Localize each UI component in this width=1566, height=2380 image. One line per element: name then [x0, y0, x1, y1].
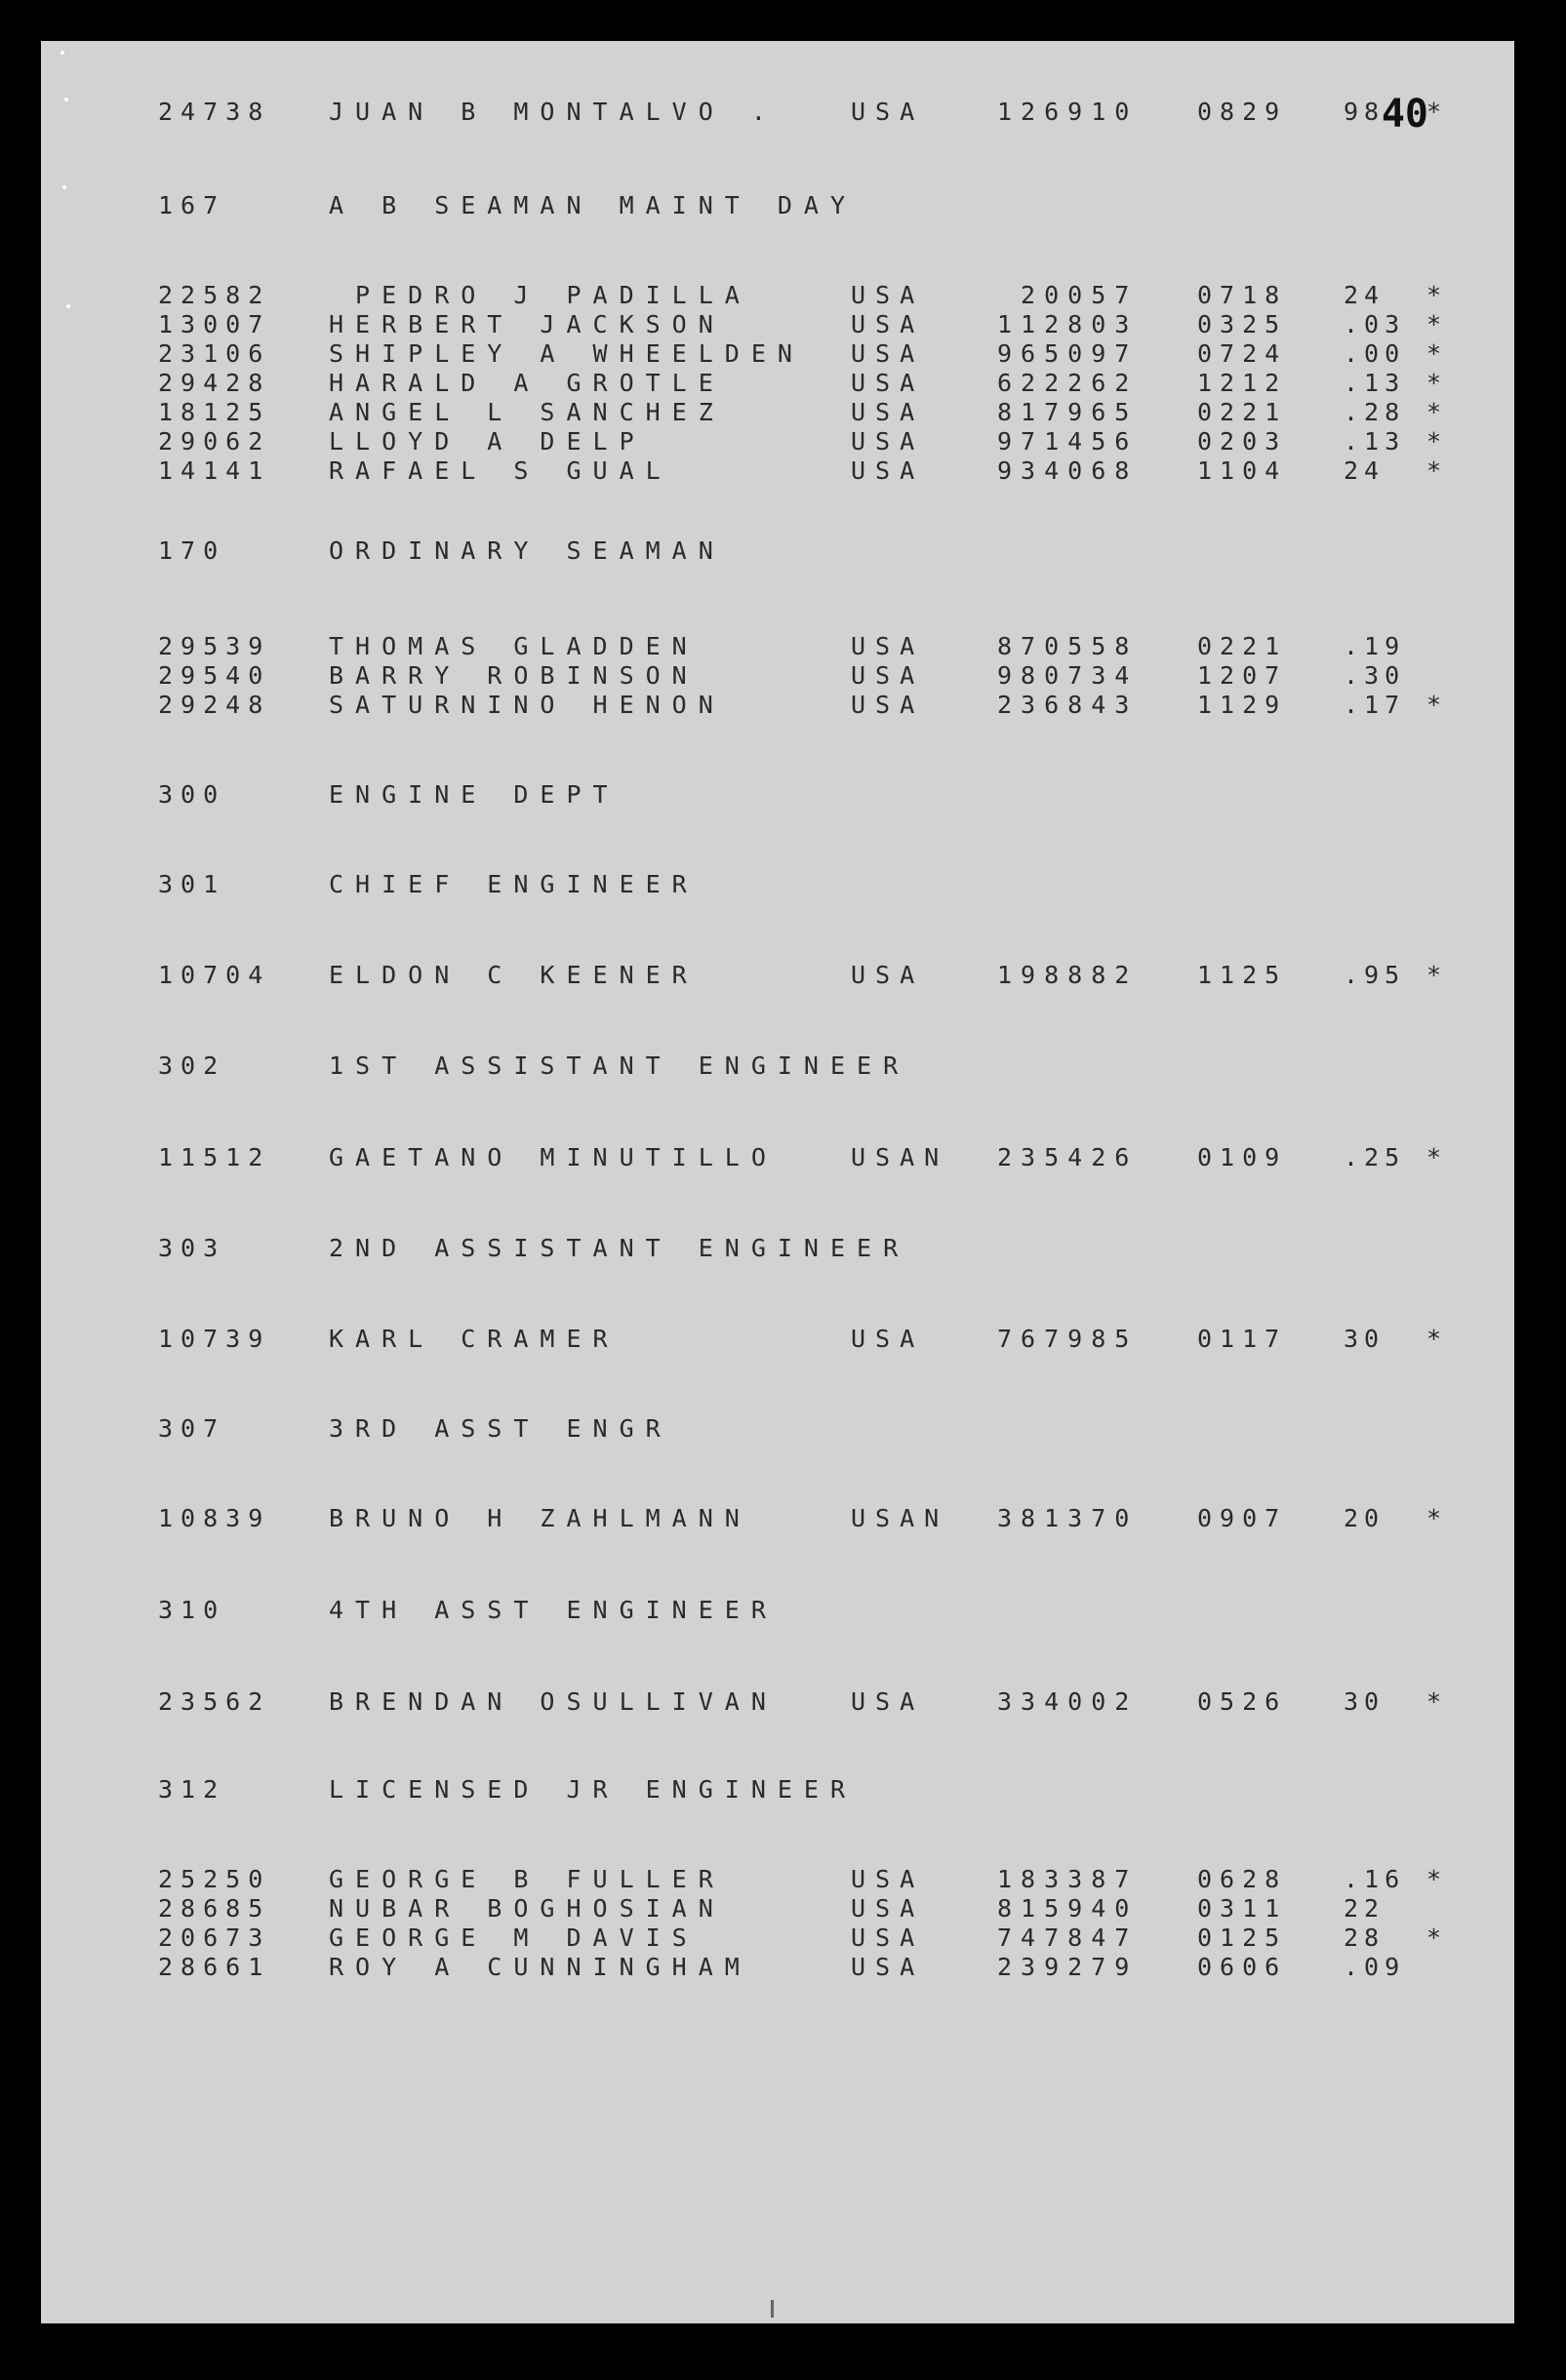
field-citizenship: USA [851, 427, 925, 456]
field-name: JUAN B MONTALVO . [329, 98, 778, 126]
field-date: 0325 [1197, 310, 1288, 338]
field-date: 0117 [1197, 1325, 1288, 1353]
field-value: 98 [1344, 98, 1385, 126]
field-code: 307 [158, 1414, 226, 1443]
field-name: THOMAS GLADDEN [329, 632, 699, 660]
section-heading [41, 1051, 1514, 1083]
field-date: 0526 [1197, 1687, 1288, 1716]
crew-entry [41, 281, 1514, 312]
field-number: 817965 [997, 398, 1139, 426]
field-citizenship: USA [851, 661, 925, 690]
field-value: .00 [1344, 339, 1406, 368]
section-heading [41, 780, 1514, 812]
field-number: 934068 [997, 456, 1139, 485]
field-code: 23562 [158, 1687, 271, 1716]
document-page [41, 41, 1514, 2323]
crew-entry [41, 1865, 1514, 1896]
field-date: 1212 [1197, 369, 1288, 397]
crew-entry [41, 1894, 1514, 1925]
field-name: LLOYD A DELP [329, 427, 646, 456]
field-code: 310 [158, 1596, 226, 1624]
field-value: 30 [1344, 1687, 1385, 1716]
field-citizenship: USA [851, 369, 925, 397]
field-value: .30 [1344, 661, 1406, 690]
field-code: 13007 [158, 310, 271, 338]
scan-speck [66, 304, 70, 308]
section-heading [41, 191, 1514, 222]
field-citizenship: USAN [851, 1504, 949, 1532]
field-mark: * [1426, 369, 1442, 397]
field-code: 14141 [158, 456, 271, 485]
field-number: 198882 [997, 961, 1139, 989]
field-name: GEORGE M DAVIS [329, 1924, 699, 1952]
crew-entry [41, 1504, 1514, 1535]
field-number: 334002 [997, 1687, 1139, 1716]
field-number: 126910 [997, 98, 1139, 126]
field-value: 24 [1344, 456, 1385, 485]
field-date: 0311 [1197, 1894, 1288, 1923]
field-value: .28 [1344, 398, 1406, 426]
field-code: 28685 [158, 1894, 271, 1923]
field-name: BRENDAN OSULLIVAN [329, 1687, 778, 1716]
field-number: 236843 [997, 691, 1139, 719]
field-mark: * [1426, 1687, 1442, 1716]
field-value: .95 [1344, 961, 1406, 989]
field-value: .17 [1344, 691, 1406, 719]
field-value: .19 [1344, 632, 1406, 660]
field-mark: * [1426, 310, 1442, 338]
crew-entry [41, 310, 1514, 341]
crew-entry [41, 427, 1514, 458]
field-citizenship: USA [851, 310, 925, 338]
field-name: ENGINE DEPT [329, 780, 620, 809]
field-code: 23106 [158, 339, 271, 368]
field-value: .13 [1344, 369, 1406, 397]
crew-entry [41, 339, 1514, 371]
field-name: LICENSED JR ENGINEER [329, 1775, 858, 1804]
crew-entry [41, 661, 1514, 693]
field-date: 0221 [1197, 632, 1288, 660]
field-code: 301 [158, 870, 226, 898]
field-name: SHIPLEY A WHEELDEN [329, 339, 804, 368]
field-date: 0907 [1197, 1504, 1288, 1532]
field-name: BARRY ROBINSON [329, 661, 699, 690]
field-date: 0628 [1197, 1865, 1288, 1893]
field-citizenship: USA [851, 398, 925, 426]
field-date: 0829 [1197, 98, 1288, 126]
field-code: 10739 [158, 1325, 271, 1353]
field-name: 2ND ASSISTANT ENGINEER [329, 1234, 910, 1262]
field-code: 28661 [158, 1953, 271, 1981]
field-citizenship: USA [851, 632, 925, 660]
scan-speck [60, 51, 64, 55]
crew-entry [41, 1143, 1514, 1174]
field-citizenship: USA [851, 1687, 925, 1716]
field-name: GAETANO MINUTILLO [329, 1143, 778, 1171]
field-number: 112803 [997, 310, 1139, 338]
field-value: 30 [1344, 1325, 1385, 1353]
field-number: 767985 [997, 1325, 1139, 1353]
field-citizenship: USA [851, 1953, 925, 1981]
field-number: 235426 [997, 1143, 1139, 1171]
field-citizenship: USA [851, 98, 925, 126]
field-name: PEDRO J PADILLA [329, 281, 751, 309]
field-citizenship: USA [851, 691, 925, 719]
field-code: 29428 [158, 369, 271, 397]
field-mark: * [1426, 691, 1442, 719]
edge-mark [771, 2300, 774, 2318]
field-date: 0221 [1197, 398, 1288, 426]
section-heading [41, 870, 1514, 901]
section-heading [41, 1234, 1514, 1265]
field-name: CHIEF ENGINEER [329, 870, 699, 898]
field-citizenship: USA [851, 1865, 925, 1893]
crew-entry [41, 1953, 1514, 1984]
field-value: 20 [1344, 1504, 1385, 1532]
field-mark: * [1426, 1325, 1442, 1353]
field-name: SATURNINO HENON [329, 691, 725, 719]
field-mark: * [1426, 281, 1442, 309]
field-mark: * [1426, 427, 1442, 456]
crew-entry [41, 456, 1514, 488]
field-code: 312 [158, 1775, 226, 1804]
field-value: .09 [1344, 1953, 1406, 1981]
page-number: 40 [1381, 92, 1428, 137]
section-heading [41, 536, 1514, 568]
crew-entry [41, 691, 1514, 722]
field-citizenship: USA [851, 1325, 925, 1353]
field-value: .16 [1344, 1865, 1406, 1893]
field-mark: * [1426, 456, 1442, 485]
scan-speck [62, 185, 66, 189]
crew-entry [41, 1924, 1514, 1955]
crew-entry [41, 961, 1514, 992]
field-citizenship: USA [851, 961, 925, 989]
field-citizenship: USAN [851, 1143, 949, 1171]
field-name: ELDON C KEENER [329, 961, 699, 989]
field-number: 870558 [997, 632, 1139, 660]
field-mark: * [1426, 1504, 1442, 1532]
field-code: 24738 [158, 98, 271, 126]
field-mark: * [1426, 98, 1442, 126]
field-name: HARALD A GROTLE [329, 369, 725, 397]
field-value: .13 [1344, 427, 1406, 456]
field-date: 1104 [1197, 456, 1288, 485]
field-name: 3RD ASST ENGR [329, 1414, 672, 1443]
field-citizenship: USA [851, 281, 925, 309]
field-name: HERBERT JACKSON [329, 310, 725, 338]
field-code: 29539 [158, 632, 271, 660]
field-name: A B SEAMAN MAINT DAY [329, 191, 858, 219]
field-value: 28 [1344, 1924, 1385, 1952]
field-code: 302 [158, 1051, 226, 1080]
field-citizenship: USA [851, 1894, 925, 1923]
crew-entry [41, 632, 1514, 663]
field-number: 622262 [997, 369, 1139, 397]
scan-speck [64, 98, 68, 101]
field-name: KARL CRAMER [329, 1325, 620, 1353]
crew-entry [41, 1687, 1514, 1719]
field-number: 381370 [997, 1504, 1139, 1532]
field-code: 29062 [158, 427, 271, 456]
field-name: 1ST ASSISTANT ENGINEER [329, 1051, 910, 1080]
field-date: 1125 [1197, 961, 1288, 989]
field-date: 0203 [1197, 427, 1288, 456]
field-mark: * [1426, 339, 1442, 368]
field-number: 815940 [997, 1894, 1139, 1923]
crew-entry [41, 1325, 1514, 1356]
field-code: 18125 [158, 398, 271, 426]
field-citizenship: USA [851, 339, 925, 368]
field-date: 0724 [1197, 339, 1288, 368]
field-name: NUBAR BOGHOSIAN [329, 1894, 725, 1923]
field-value: 24 [1344, 281, 1385, 309]
field-code: 22582 [158, 281, 271, 309]
field-name: RAFAEL S GUAL [329, 456, 672, 485]
field-code: 170 [158, 536, 226, 565]
field-number: 239279 [997, 1953, 1139, 1981]
field-number: 747847 [997, 1924, 1139, 1952]
field-date: 0125 [1197, 1924, 1288, 1952]
field-name: 4TH ASST ENGINEER [329, 1596, 778, 1624]
field-mark: * [1426, 398, 1442, 426]
field-number: 971456 [997, 427, 1139, 456]
field-value: .03 [1344, 310, 1406, 338]
section-heading [41, 1414, 1514, 1446]
field-name: GEORGE B FULLER [329, 1865, 725, 1893]
section-heading [41, 1596, 1514, 1627]
field-code: 303 [158, 1234, 226, 1262]
field-name: ROY A CUNNINGHAM [329, 1953, 751, 1981]
field-number: 980734 [997, 661, 1139, 690]
section-heading [41, 1775, 1514, 1806]
field-number: 183387 [997, 1865, 1139, 1893]
field-mark: * [1426, 1924, 1442, 1952]
field-name: ANGEL L SANCHEZ [329, 398, 725, 426]
crew-entry [41, 369, 1514, 400]
field-code: 300 [158, 780, 226, 809]
field-code: 29540 [158, 661, 271, 690]
field-value: 22 [1344, 1894, 1385, 1923]
field-date: 1207 [1197, 661, 1288, 690]
crew-entry [41, 98, 1514, 129]
field-name: ORDINARY SEAMAN [329, 536, 725, 565]
field-code: 25250 [158, 1865, 271, 1893]
field-code: 29248 [158, 691, 271, 719]
field-number: 20057 [997, 281, 1139, 309]
field-mark: * [1426, 961, 1442, 989]
field-number: 965097 [997, 339, 1139, 368]
field-date: 1129 [1197, 691, 1288, 719]
field-mark: * [1426, 1865, 1442, 1893]
field-code: 20673 [158, 1924, 271, 1952]
field-mark: * [1426, 1143, 1442, 1171]
field-date: 0718 [1197, 281, 1288, 309]
field-code: 11512 [158, 1143, 271, 1171]
field-citizenship: USA [851, 456, 925, 485]
field-code: 10704 [158, 961, 271, 989]
field-value: .25 [1344, 1143, 1406, 1171]
field-date: 0606 [1197, 1953, 1288, 1981]
field-date: 0109 [1197, 1143, 1288, 1171]
crew-entry [41, 398, 1514, 429]
field-citizenship: USA [851, 1924, 925, 1952]
field-code: 10839 [158, 1504, 271, 1532]
field-name: BRUNO H ZAHLMANN [329, 1504, 751, 1532]
field-code: 167 [158, 191, 226, 219]
